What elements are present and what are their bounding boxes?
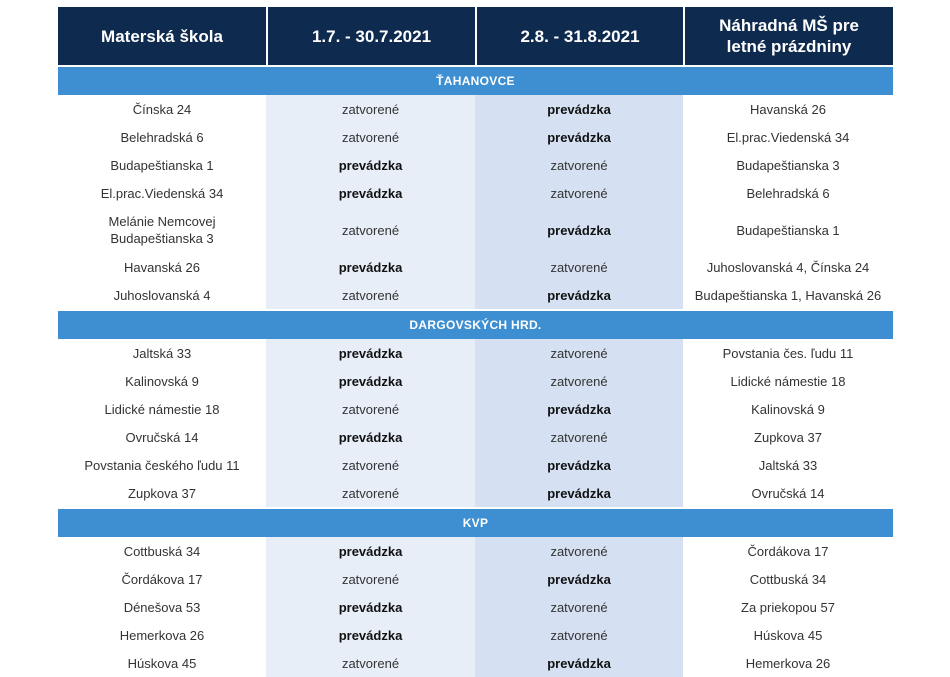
alternative-school-cell: Budapeštianska 1, Havanská 26 xyxy=(694,287,882,303)
alternative-school-cell: Hemerkova 26 xyxy=(745,655,831,671)
schedule-table xyxy=(58,7,893,677)
july-status-cell: prevádzka xyxy=(266,423,475,451)
section-header: ŤAHANOVCE xyxy=(58,67,893,95)
header-alternative xyxy=(683,7,893,65)
section-header: KVP xyxy=(58,509,893,537)
school-name-cell: Ovručská 14 xyxy=(125,429,199,445)
august-status-cell: zatvorené xyxy=(475,367,683,395)
july-status-cell: zatvorené xyxy=(266,395,475,423)
school-name-cell: Kalinovská 9 xyxy=(125,373,199,389)
july-status-cell: zatvorené xyxy=(266,281,475,309)
july-status-cell: zatvorené xyxy=(266,649,475,677)
school-name-cell: Jaltská 33 xyxy=(132,345,192,361)
july-status-cell: zatvorené xyxy=(266,123,475,151)
school-name-cell: Belehradská 6 xyxy=(120,129,204,145)
table-row xyxy=(58,367,893,395)
school-name-cell: Budapeštianska 1 xyxy=(110,157,214,173)
august-status-cell: prevádzka xyxy=(475,395,683,423)
table-row xyxy=(58,537,893,565)
school-name-line1: Melánie Nemcovej xyxy=(108,214,216,229)
alternative-school-cell: Budapeštianska 1 xyxy=(736,222,840,238)
school-name-line2: Budapeštianska 3 xyxy=(110,231,214,246)
alternative-school-cell: Havanská 26 xyxy=(750,101,826,117)
header-august: 2.8. - 31.8.2021 xyxy=(475,7,683,65)
table-row xyxy=(58,95,893,123)
header-alternative-line1: Náhradná MŠ pre xyxy=(719,16,859,35)
alternative-school-cell: Juhoslovanská 4, Čínska 24 xyxy=(706,259,870,275)
alternative-school-cell: Zupkova 37 xyxy=(754,429,822,445)
table-row xyxy=(58,565,893,593)
august-status-cell: zatvorené xyxy=(475,593,683,621)
alternative-school-cell: Belehradská 6 xyxy=(746,185,830,201)
august-status-cell: zatvorené xyxy=(475,253,683,281)
august-status-cell: zatvorené xyxy=(475,621,683,649)
august-status-cell: zatvorené xyxy=(475,537,683,565)
alternative-school-cell: Budapeštianska 3 xyxy=(736,157,840,173)
header-alternative-line2: letné prázdniny xyxy=(726,37,852,56)
table-row xyxy=(58,281,893,309)
table-row xyxy=(58,395,893,423)
school-name-cell: Hemerkova 26 xyxy=(119,627,205,643)
august-status-cell: zatvorené xyxy=(475,339,683,367)
august-status-cell: zatvorené xyxy=(475,179,683,207)
alternative-school-cell: El.prac.Viedenská 34 xyxy=(726,129,850,145)
july-status-cell: zatvorené xyxy=(266,479,475,507)
july-status-cell: prevádzka xyxy=(266,537,475,565)
school-name-cell: Zupkova 37 xyxy=(128,485,196,501)
school-name-cell: Dénešova 53 xyxy=(123,599,201,615)
august-status-cell: prevádzka xyxy=(475,565,683,593)
august-status-cell: prevádzka xyxy=(475,649,683,677)
school-name-cell: Lidické námestie 18 xyxy=(104,401,220,417)
header-school: Materská škola xyxy=(58,7,266,65)
table-row xyxy=(58,179,893,207)
july-status-cell: prevádzka xyxy=(266,339,475,367)
alternative-school-cell: Húskova 45 xyxy=(753,627,823,643)
august-status-cell: prevádzka xyxy=(475,479,683,507)
school-name-cell: Povstania českého ľudu 11 xyxy=(84,457,240,473)
table-row xyxy=(58,479,893,507)
august-status-cell: prevádzka xyxy=(475,281,683,309)
school-name-cell: Húskova 45 xyxy=(127,655,197,671)
august-status-cell: zatvorené xyxy=(475,423,683,451)
table-body xyxy=(58,67,893,677)
alternative-school-cell: Lidické námestie 18 xyxy=(730,373,846,389)
august-status-cell: prevádzka xyxy=(475,451,683,479)
table-row xyxy=(58,423,893,451)
august-status-cell: prevádzka xyxy=(475,123,683,151)
table-row xyxy=(58,151,893,179)
school-name-cell: Cottbuská 34 xyxy=(123,543,201,559)
table-row xyxy=(58,207,893,253)
alternative-school-cell: Čordákova 17 xyxy=(747,543,829,559)
alternative-school-cell: Ovručská 14 xyxy=(751,485,825,501)
table-row xyxy=(58,253,893,281)
august-status-cell: zatvorené xyxy=(475,151,683,179)
july-status-cell: zatvorené xyxy=(266,95,475,123)
alternative-school-cell: Jaltská 33 xyxy=(758,457,818,473)
table-row xyxy=(58,339,893,367)
alternative-school-cell: Cottbuská 34 xyxy=(749,571,827,587)
table-row xyxy=(58,649,893,677)
table-row xyxy=(58,593,893,621)
july-status-cell: zatvorené xyxy=(266,207,475,253)
july-status-cell: prevádzka xyxy=(266,179,475,207)
alternative-school-cell: Za priekopou 57 xyxy=(741,599,835,615)
august-status-cell: prevádzka xyxy=(475,95,683,123)
july-status-cell: zatvorené xyxy=(266,565,475,593)
july-status-cell: prevádzka xyxy=(266,151,475,179)
august-status-cell: prevádzka xyxy=(475,207,683,253)
july-status-cell: prevádzka xyxy=(266,621,475,649)
table-row xyxy=(58,123,893,151)
july-status-cell: prevádzka xyxy=(266,367,475,395)
table-row xyxy=(58,451,893,479)
header-july: 1.7. - 30.7.2021 xyxy=(266,7,475,65)
school-name-cell: El.prac.Viedenská 34 xyxy=(100,185,224,201)
school-name-cell: Havanská 26 xyxy=(124,259,200,275)
table-row xyxy=(58,621,893,649)
school-name-cell: Čordákova 17 xyxy=(121,571,203,587)
section-header: DARGOVSKÝCH HRD. xyxy=(58,311,893,339)
table-header xyxy=(58,7,893,65)
july-status-cell: prevádzka xyxy=(266,253,475,281)
july-status-cell: zatvorené xyxy=(266,451,475,479)
alternative-school-cell: Povstania čes. ľudu 11 xyxy=(722,345,854,361)
alternative-school-cell: Kalinovská 9 xyxy=(751,401,825,417)
school-name-cell: Juhoslovanská 4 xyxy=(113,287,211,303)
school-name-cell xyxy=(58,207,266,253)
school-name-cell: Čínska 24 xyxy=(132,101,192,117)
july-status-cell: prevádzka xyxy=(266,593,475,621)
